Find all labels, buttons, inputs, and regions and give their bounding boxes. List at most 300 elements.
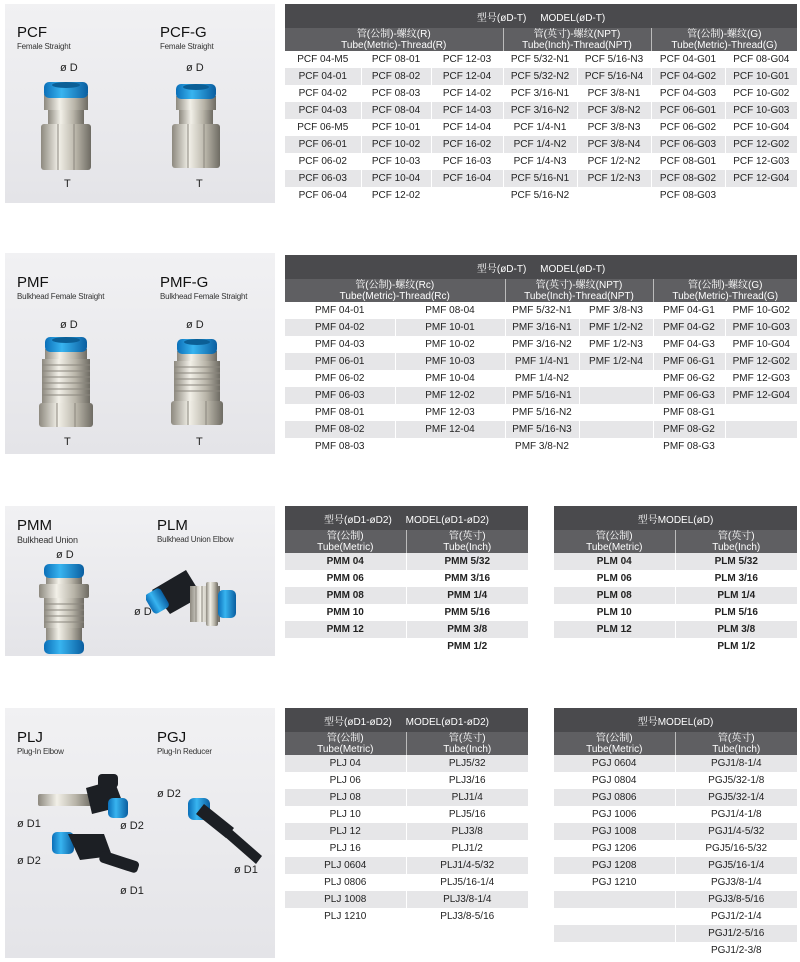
table-cell: PGJ 1206 [554,840,675,857]
table-cell: PMF 04-G3 [653,336,725,353]
plm-model-table [554,506,797,655]
plj-header-inch: 管(英寸) Tube(Inch) [406,732,528,755]
table-cell: PCF 04-G01 [651,51,725,68]
table-row [285,638,528,655]
table-cell: PMM 1/2 [406,638,528,655]
table-row [285,438,797,455]
table-cell: PCF 3/8-N3 [577,119,651,136]
plj-table-title: 型号(øD1-øD2) MODEL(øD1-øD2) [285,708,528,732]
table-row [285,857,528,874]
table-cell: PCF 5/16-N2 [503,187,577,204]
table-cell [285,638,406,655]
table-cell: PGJ 1208 [554,857,675,874]
table-cell: PCF 06-G01 [651,102,725,119]
table-cell: PGJ1/2-1/4 [675,908,797,925]
table-cell: PCF 04-03 [285,102,361,119]
table-cell: PGJ 1210 [554,874,675,891]
table-row [554,587,797,604]
table-row [285,387,797,404]
table-cell: PCF 1/2-N2 [577,153,651,170]
table-row [285,370,797,387]
table-row [285,772,528,789]
table-cell: PMF 12-02 [395,387,505,404]
table-cell: PMF 5/32-N1 [505,302,579,319]
table-cell: PLJ 04 [285,755,406,772]
table-cell: PMF 08-G2 [653,421,725,438]
table-cell: PLJ 10 [285,806,406,823]
table-cell: PCF 10-01 [361,119,431,136]
table-cell: PMF 10-01 [395,319,505,336]
table-cell: PCF 08-01 [361,51,431,68]
plj-upper-d1-label: ø D1 [17,818,41,830]
table-cell: PLM 5/32 [675,553,797,570]
table-row [554,891,797,908]
pcf-subtitle: Female Straight [17,42,71,51]
table-cell: PCF 12-04 [431,68,503,85]
pmf-od-label: ø D [60,319,78,331]
pmf-header-metric-g: 管(公制)-螺纹(G) Tube(Metric)-Thread(G) [653,279,797,302]
pmf-subtitle: Bulkhead Female Straight [17,292,105,301]
table-cell: PMF 08-02 [285,421,395,438]
table-cell [579,438,653,455]
table-row [285,68,797,85]
pmf-g-subtitle: Bulkhead Female Straight [160,292,248,301]
table-cell: PLM 04 [554,553,675,570]
table-cell: PGJ5/16-1/4 [675,857,797,874]
table-row [285,102,797,119]
table-row [554,908,797,925]
table-cell: PMM 10 [285,604,406,621]
table-cell: PMF 08-G1 [653,404,725,421]
table-cell: PCF 10-03 [361,153,431,170]
table-cell: PMM 04 [285,553,406,570]
table-cell [579,404,653,421]
table-cell: PMF 10-04 [395,370,505,387]
table-cell: PMF 12-03 [395,404,505,421]
table-cell: PLM 5/16 [675,604,797,621]
table-cell: PGJ 1006 [554,806,675,823]
table-row [285,570,528,587]
table-cell: PMM 06 [285,570,406,587]
plm-fitting-image [146,556,242,640]
pgj-subtitle: Plug-In Reducer [157,747,212,756]
table-cell: PMF 06-03 [285,387,395,404]
table-cell: PMF 08-03 [285,438,395,455]
table-cell: PCF 14-02 [431,85,503,102]
pmf-g-name: PMF-G [160,274,209,291]
table-cell: PCF 04-M5 [285,51,361,68]
table-cell: PLJ 08 [285,789,406,806]
table-cell: PCF 5/16-N4 [577,68,651,85]
pmf-name: PMF [17,274,49,291]
table-cell: PGJ1/2-5/16 [675,925,797,942]
table-cell: PCF 16-04 [431,170,503,187]
table-cell: PLJ3/8-1/4 [406,891,528,908]
table-row [285,587,528,604]
table-cell: PMM 3/16 [406,570,528,587]
table-cell: PCF 08-G01 [651,153,725,170]
table-cell: PCF 14-04 [431,119,503,136]
table-cell: PGJ 0806 [554,789,675,806]
table-cell: PMF 3/16-N2 [505,336,579,353]
table-cell: PLM 08 [554,587,675,604]
table-cell: PMF 08-04 [395,302,505,319]
table-row [285,553,528,570]
table-row [285,891,528,908]
table-cell [395,438,505,455]
pmm-subtitle: Bulkhead Union [17,535,78,545]
pmm-od-label: ø D [56,549,74,561]
plm-name: PLM [157,517,188,534]
table-cell [579,370,653,387]
pcf-g-thread-label: T [196,178,203,190]
table-cell: PGJ 1008 [554,823,675,840]
table-cell: PMF 3/16-N1 [505,319,579,336]
table-cell: PGJ5/32-1/8 [675,772,797,789]
table-cell: PCF 06-G03 [651,136,725,153]
table-cell: PLJ3/8-5/16 [406,908,528,925]
table-cell: PMF 1/4-N1 [505,353,579,370]
pcf-g-fitting-image [168,82,224,172]
table-cell [725,187,797,204]
table-cell: PCF 12-G04 [725,170,797,187]
table-cell: PCF 08-02 [361,68,431,85]
plm-header-metric: 管(公制) Tube(Metric) [554,530,675,553]
table-cell: PCF 5/16-N1 [503,170,577,187]
pmm-fitting-image [36,562,92,656]
table-row [554,840,797,857]
table-cell: PLJ 0604 [285,857,406,874]
table-cell: PMF 10-G04 [725,336,797,353]
table-cell [577,187,651,204]
plj-lower-fitting-image [50,828,146,882]
pmf-table-title: 型号(øD-T) MODEL(øD-T) [285,255,797,279]
table-row [285,51,797,68]
table-row [554,621,797,638]
table-cell: PCF 06-M5 [285,119,361,136]
plj-lower-d1-label: ø D1 [120,885,144,897]
table-cell: PLJ1/4 [406,789,528,806]
table-row [285,806,528,823]
table-row [554,570,797,587]
table-cell: PMF 06-G2 [653,370,725,387]
table-cell: PCF 12-03 [431,51,503,68]
table-row [285,840,528,857]
table-row [285,353,797,370]
pcf-header-inch-npt: 管(英寸)-螺纹(NPT) Tube(Inch)-Thread(NPT) [503,28,651,51]
table-cell: PCF 12-G02 [725,136,797,153]
pmf-model-table [285,255,797,455]
table-cell: PGJ3/8-1/4 [675,874,797,891]
table-cell: PMF 1/2-N2 [579,319,653,336]
table-cell [554,942,675,959]
table-cell: PMF 3/8-N2 [505,438,579,455]
pgj-d2-label: ø D2 [157,788,181,800]
table-row [554,553,797,570]
table-cell: PLJ 12 [285,823,406,840]
table-cell: PMF 06-G1 [653,353,725,370]
table-cell: PMF 12-G04 [725,387,797,404]
table-cell: PCF 3/8-N2 [577,102,651,119]
pmm-name: PMM [17,517,52,534]
table-cell: PMF 12-G02 [725,353,797,370]
table-row [285,604,528,621]
table-cell: PMF 3/8-N3 [579,302,653,319]
table-cell: PGJ5/16-5/32 [675,840,797,857]
table-cell: PCF 16-03 [431,153,503,170]
table-cell: PMF 12-04 [395,421,505,438]
table-row [554,789,797,806]
table-cell: PMF 10-G02 [725,302,797,319]
table-cell: PCF 06-02 [285,153,361,170]
table-cell: PMF 10-02 [395,336,505,353]
table-cell: PCF 08-G04 [725,51,797,68]
pgj-table-title: 型号MODEL(øD) [554,708,797,732]
table-cell: PCF 16-02 [431,136,503,153]
table-cell: PCF 04-G03 [651,85,725,102]
table-row [285,404,797,421]
table-cell: PMF 04-02 [285,319,395,336]
table-cell: PCF 10-G01 [725,68,797,85]
table-cell: PLM 10 [554,604,675,621]
table-cell: PLM 06 [554,570,675,587]
pmm-model-table [285,506,528,655]
table-row [285,336,797,353]
table-row [285,421,797,438]
table-cell: PMM 3/8 [406,621,528,638]
table-cell: PGJ1/2-3/8 [675,942,797,959]
pgj-d1-label: ø D1 [234,864,258,876]
table-cell: PMM 08 [285,587,406,604]
table-row [554,857,797,874]
plj-header-metric: 管(公制) Tube(Metric) [285,732,406,755]
pcf-g-name: PCF-G [160,24,207,41]
table-cell: PLM 3/8 [675,621,797,638]
plm-header-inch: 管(英寸) Tube(Inch) [675,530,797,553]
table-cell: PMF 5/16-N2 [505,404,579,421]
table-row [554,604,797,621]
table-cell: PLJ 1008 [285,891,406,908]
pmm-header-inch: 管(英寸) Tube(Inch) [406,530,528,553]
table-cell: PGJ5/32-1/4 [675,789,797,806]
table-cell: PMM 1/4 [406,587,528,604]
plm-table-title: 型号MODEL(øD) [554,506,797,530]
plm-subtitle: Bulkhead Union Elbow [157,535,234,544]
table-cell: PMF 04-01 [285,302,395,319]
table-cell: PMF 04-G2 [653,319,725,336]
table-cell: PCF 06-04 [285,187,361,204]
table-cell: PLM 3/16 [675,570,797,587]
table-cell: PMM 5/16 [406,604,528,621]
pcf-fitting-image [36,80,96,174]
table-row [285,119,797,136]
pmf-header-inch-npt: 管(英寸)-螺纹(NPT) Tube(Inch)-Thread(NPT) [505,279,653,302]
table-cell: PLM 1/4 [675,587,797,604]
table-cell: PCF 06-03 [285,170,361,187]
pcf-name: PCF [17,24,47,41]
table-cell: PMF 04-G1 [653,302,725,319]
table-row [554,823,797,840]
table-cell: PCF 5/32-N2 [503,68,577,85]
table-cell: PLJ5/16-1/4 [406,874,528,891]
table-cell: PMF 10-03 [395,353,505,370]
table-cell: PLJ 0806 [285,874,406,891]
table-row [285,874,528,891]
table-cell: PCF 10-04 [361,170,431,187]
table-cell: PCF 1/4-N3 [503,153,577,170]
table-cell: PGJ3/8-5/16 [675,891,797,908]
table-cell [554,891,675,908]
table-row [554,874,797,891]
table-row [285,789,528,806]
pcf-od-label: ø D [60,62,78,74]
table-cell: PLJ1/2 [406,840,528,857]
pgj-fitting-image [168,788,268,868]
pcf-thread-label: T [64,178,71,190]
pmf-header-metric-rc: 管(公制)-螺纹(Rc) Tube(Metric)-Thread(Rc) [285,279,505,302]
table-cell: PCF 3/8-N1 [577,85,651,102]
table-cell: PCF 10-G04 [725,119,797,136]
table-cell: PCF 5/32-N1 [503,51,577,68]
table-cell: PMF 06-01 [285,353,395,370]
table-row [554,755,797,772]
table-cell: PCF 3/8-N4 [577,136,651,153]
table-row [285,621,528,638]
table-cell: PCF 08-G03 [651,187,725,204]
table-row [554,806,797,823]
pgj-header-metric: 管(公制) Tube(Metric) [554,732,675,755]
table-row [285,187,797,204]
table-cell: PCF 08-03 [361,85,431,102]
pmm-table-title: 型号(øD1-øD2) MODEL(øD1-øD2) [285,506,528,530]
table-cell: PCF 08-04 [361,102,431,119]
pcf-model-table [285,4,797,204]
pmm-header-metric: 管(公制) Tube(Metric) [285,530,406,553]
table-cell: PMF 1/2-N3 [579,336,653,353]
table-cell: PMF 06-G3 [653,387,725,404]
plj-model-table [285,708,528,925]
table-cell [725,404,797,421]
table-cell [554,925,675,942]
table-cell: PGJ 0604 [554,755,675,772]
pgj-model-table [554,708,797,959]
table-cell: PMF 10-G03 [725,319,797,336]
pcf-header-metric-r: 管(公制)-螺纹(R) Tube(Metric)-Thread(R) [285,28,503,51]
table-cell: PLJ 06 [285,772,406,789]
table-cell: PCF 1/4-N1 [503,119,577,136]
plj-subtitle: Plug-In Elbow [17,747,64,756]
pmf-thread-label: T [64,436,71,448]
pgj-header-inch: 管(英寸) Tube(Inch) [675,732,797,755]
table-row [554,638,797,655]
pcf-header-metric-g: 管(公制)-螺纹(G) Tube(Metric)-Thread(G) [651,28,797,51]
table-row [285,153,797,170]
table-row [285,302,797,319]
table-cell: PGJ1/4-5/32 [675,823,797,840]
table-row [554,942,797,959]
table-cell: PCF 12-G03 [725,153,797,170]
table-cell: PCF 5/16-N3 [577,51,651,68]
table-cell: PCF 3/16-N2 [503,102,577,119]
plj-name: PLJ [17,729,43,746]
table-cell [554,638,675,655]
table-cell: PMF 5/16-N1 [505,387,579,404]
table-cell: PLJ3/16 [406,772,528,789]
table-cell: PCF 04-02 [285,85,361,102]
table-cell: PLJ5/32 [406,755,528,772]
table-cell: PCF 10-G02 [725,85,797,102]
pcf-table-title: 型号(øD-T) MODEL(øD-T) [285,4,797,28]
table-cell: PCF 08-G02 [651,170,725,187]
table-cell [431,187,503,204]
table-cell: PCF 1/2-N3 [577,170,651,187]
table-cell: PLJ3/8 [406,823,528,840]
table-cell: PLJ5/16 [406,806,528,823]
table-cell: PCF 04-01 [285,68,361,85]
table-cell: PMF 04-03 [285,336,395,353]
table-cell: PCF 1/4-N2 [503,136,577,153]
pmf-g-fitting-image [168,337,226,429]
table-cell: PLM 1/2 [675,638,797,655]
table-cell: PMF 08-G3 [653,438,725,455]
plj-upper-d2-label: ø D2 [120,820,144,832]
table-row [285,136,797,153]
plm-od-label: ø D [134,606,152,618]
table-row [554,925,797,942]
table-cell: PMM 12 [285,621,406,638]
pgj-name: PGJ [157,729,187,746]
table-cell: PMM 5/32 [406,553,528,570]
table-cell: PGJ 0804 [554,772,675,789]
pcf-g-od-label: ø D [186,62,204,74]
table-cell: PLJ 1210 [285,908,406,925]
table-cell: PCF 14-03 [431,102,503,119]
table-cell: PMF 12-G03 [725,370,797,387]
table-cell: PLJ1/4-5/32 [406,857,528,874]
table-cell: PGJ1/4-1/8 [675,806,797,823]
pmf-fitting-image [36,335,96,431]
table-cell: PCF 3/16-N1 [503,85,577,102]
table-row [285,319,797,336]
table-cell: PLJ 16 [285,840,406,857]
table-cell [579,421,653,438]
table-cell: PCF 10-02 [361,136,431,153]
table-cell [725,421,797,438]
table-cell: PCF 04-G02 [651,68,725,85]
table-cell [725,438,797,455]
table-cell: PCF 12-02 [361,187,431,204]
pmf-g-thread-label: T [196,436,203,448]
table-cell: PCF 10-G03 [725,102,797,119]
table-cell [579,387,653,404]
table-cell: PMF 1/4-N2 [505,370,579,387]
plj-lower-d2-label: ø D2 [17,855,41,867]
table-cell: PMF 06-02 [285,370,395,387]
pcf-g-subtitle: Female Straight [160,42,214,51]
table-cell: PCF 06-01 [285,136,361,153]
table-row [285,170,797,187]
table-cell: PMF 08-01 [285,404,395,421]
table-cell: PCF 06-G02 [651,119,725,136]
table-row [285,755,528,772]
table-cell: PMF 1/2-N4 [579,353,653,370]
table-cell [554,908,675,925]
pmf-g-od-label: ø D [186,319,204,331]
table-row [285,85,797,102]
table-row [285,823,528,840]
table-row [554,772,797,789]
plj-upper-fitting-image [36,772,132,822]
